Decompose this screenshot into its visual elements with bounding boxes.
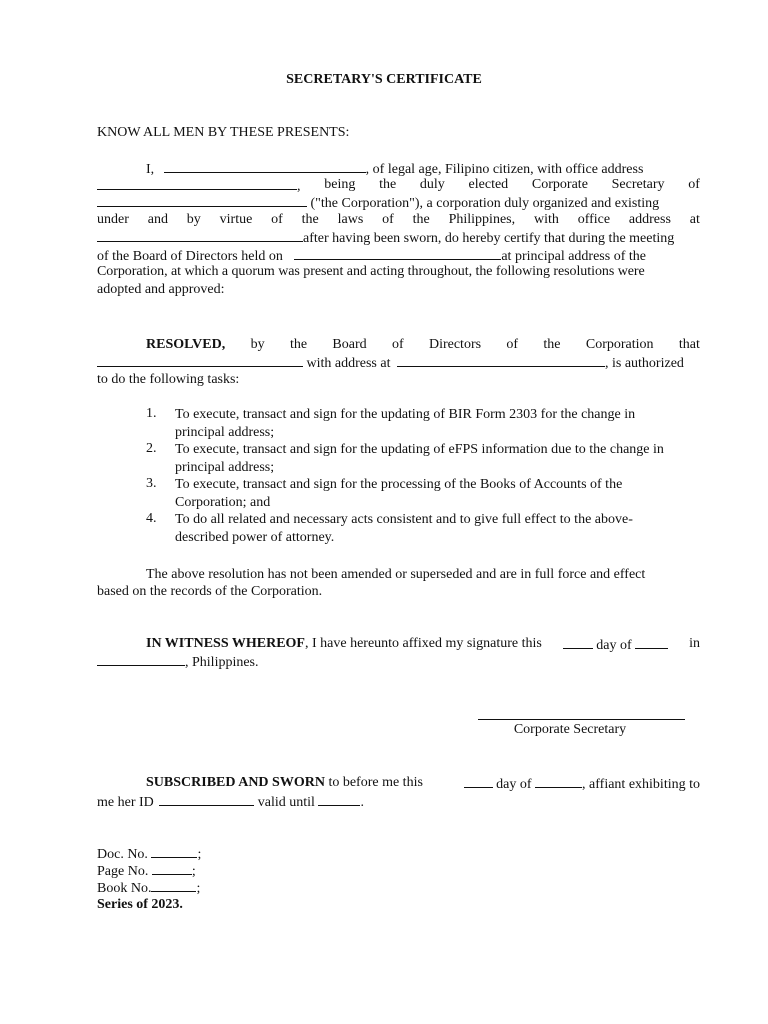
- resolved-line3: to do the following tasks:: [97, 372, 240, 387]
- para1-word: and: [147, 212, 168, 227]
- doc-no-blank[interactable]: [151, 844, 197, 858]
- para1-word: Corporate: [531, 177, 588, 192]
- para1-word: office: [577, 212, 611, 227]
- para1-word: of: [271, 212, 283, 227]
- task-2-line1: To execute, transact and sign for the updating of eFPS information due to the change in: [175, 442, 664, 457]
- para1-word: with: [533, 212, 559, 227]
- task-4-line1: To do all related and necessary acts consistent and to give full effect to the above-: [175, 512, 633, 527]
- resolution-line2: based on the records of the Corporation.: [97, 584, 323, 599]
- sworn-text: to before me this: [328, 775, 423, 790]
- task-number: 3.: [146, 476, 157, 491]
- para1-word: virtue: [219, 212, 253, 227]
- para1-line5: [97, 228, 700, 246]
- resolved-word: Board: [332, 337, 367, 352]
- document-title: SECRETARY'S CERTIFICATE: [286, 72, 482, 87]
- resolved-word: of: [506, 337, 519, 352]
- para1-word: of: [688, 177, 700, 192]
- para1-line8: adopted and approved:: [97, 282, 225, 297]
- para1-word: elected: [468, 177, 509, 192]
- name-blank[interactable]: [164, 159, 366, 173]
- para1-text: ("the Corporation"), a corporation duly organized and existing: [310, 196, 660, 211]
- meeting-date-blank[interactable]: [294, 246, 501, 260]
- task-number: 1.: [146, 406, 157, 421]
- resolved-word: of: [391, 337, 404, 352]
- para1-word: at: [689, 212, 700, 227]
- witness-line2: [97, 652, 700, 670]
- doc-no-label: Doc. No.: [97, 847, 148, 862]
- know-all-heading: KNOW ALL MEN BY THESE PRESENTS:: [97, 125, 350, 140]
- witness-place-blank[interactable]: [97, 652, 185, 666]
- semicolon: ;: [191, 864, 196, 879]
- id-blank[interactable]: [159, 792, 254, 806]
- resolved-word: the: [289, 337, 308, 352]
- page-no-blank[interactable]: [152, 861, 192, 875]
- para1-text: of the Board of Directors held on: [97, 249, 283, 264]
- resolved-word: Corporation: [585, 337, 654, 352]
- office-address-blank[interactable]: [97, 176, 297, 190]
- signature-line[interactable]: [478, 719, 685, 720]
- signature-caption: Corporate Secretary: [513, 722, 627, 737]
- para1-text: I,: [146, 162, 155, 177]
- task-3-line2: Corporation; and: [175, 495, 271, 510]
- para1-word: address: [628, 212, 671, 227]
- resolution-text: The above resolution has not been amended or superseded and are in full force and effect: [146, 567, 646, 582]
- para1-line6: [97, 246, 700, 264]
- semicolon: ;: [197, 847, 202, 862]
- para1-word: the: [379, 177, 397, 192]
- witness-day-blank[interactable]: [563, 635, 593, 649]
- corporation-name-blank[interactable]: [97, 193, 307, 207]
- sworn-text: day of: [496, 777, 532, 792]
- para1-line7: Corporation, at which a quorum was present and acting throughout, the following resolutions were: [97, 264, 645, 279]
- witness-text: , Philippines.: [185, 655, 259, 670]
- valid-until-blank[interactable]: [318, 792, 360, 806]
- para1-text: ,: [297, 179, 301, 194]
- resolved-word: the: [543, 337, 561, 352]
- authorized-person-blank[interactable]: [97, 353, 303, 367]
- resolution-line1: [97, 566, 700, 584]
- para1-text: , of legal age, Filipino citizen, with office address: [365, 162, 644, 177]
- para1-word: the: [301, 212, 319, 227]
- resolved-line2: [97, 353, 700, 371]
- witness-text: in: [689, 636, 700, 651]
- para1-line3: [97, 193, 700, 211]
- para1-text: after having been sworn, do hereby certify that during the meeting: [303, 231, 675, 246]
- sworn-text: .: [360, 795, 364, 810]
- resolved-line1: [97, 336, 700, 354]
- task-3-line1: To execute, transact and sign for the processing of the Books of Accounts of the: [175, 477, 623, 492]
- semicolon: ;: [196, 881, 201, 896]
- para1-word: Philippines,: [448, 212, 516, 227]
- sworn-month-blank[interactable]: [535, 774, 582, 788]
- sworn-text: , affiant exhibiting to: [582, 777, 700, 792]
- witness-lead: IN WITNESS WHEREOF: [146, 636, 305, 651]
- sworn-lead: SUBSCRIBED AND SWORN: [146, 775, 325, 790]
- para1-word: laws: [337, 212, 364, 227]
- resolved-text: with address at: [306, 356, 391, 371]
- resolved-text: , is authorized: [604, 356, 684, 371]
- page-no-line: [97, 861, 700, 879]
- task-number: 2.: [146, 441, 157, 456]
- book-no-blank[interactable]: [151, 878, 196, 892]
- authorized-address-blank[interactable]: [397, 353, 605, 367]
- para1-text: at principal address of the: [501, 249, 646, 264]
- para1-word: Secretary: [611, 177, 665, 192]
- resolved-word: that: [678, 337, 700, 352]
- task-number: 4.: [146, 511, 157, 526]
- task-1-line1: To execute, transact and sign for the updating of BIR Form 2303 for the change in: [175, 407, 636, 422]
- page-no-label: Page No.: [97, 864, 149, 879]
- para1-word: under: [97, 212, 129, 227]
- witness-month-blank[interactable]: [635, 635, 668, 649]
- resolved-word: by: [250, 337, 265, 352]
- task-2-line2: principal address;: [175, 460, 275, 475]
- para1-line2: [97, 176, 700, 194]
- para1-word: by: [186, 212, 201, 227]
- witness-text: , I have hereunto affixed my signature this: [304, 636, 542, 651]
- corporation-address-blank[interactable]: [97, 228, 303, 242]
- sworn-text: me her ID: [97, 795, 154, 810]
- para1-word: duly: [419, 177, 445, 192]
- witness-text: day of: [596, 638, 632, 653]
- series-label: Series of 2023.: [97, 897, 183, 912]
- book-no-line: [97, 878, 700, 896]
- para1-word: the: [412, 212, 430, 227]
- para1-word: of: [382, 212, 394, 227]
- sworn-line1: [97, 774, 700, 792]
- task-1-line2: principal address;: [175, 425, 275, 440]
- resolved-word: Directors: [428, 337, 482, 352]
- doc-no-line: [97, 844, 700, 862]
- sworn-text: valid until: [257, 795, 315, 810]
- resolved-lead: RESOLVED,: [146, 337, 226, 352]
- witness-line1: [97, 635, 700, 653]
- sworn-line2: [97, 792, 700, 810]
- sworn-day-blank[interactable]: [464, 774, 493, 788]
- book-no-label: Book No.: [97, 881, 152, 896]
- para1-line1: [97, 159, 700, 177]
- task-4-line2: described power of attorney.: [175, 530, 335, 545]
- para1-word: being: [324, 177, 356, 192]
- para1-line4: [97, 211, 700, 229]
